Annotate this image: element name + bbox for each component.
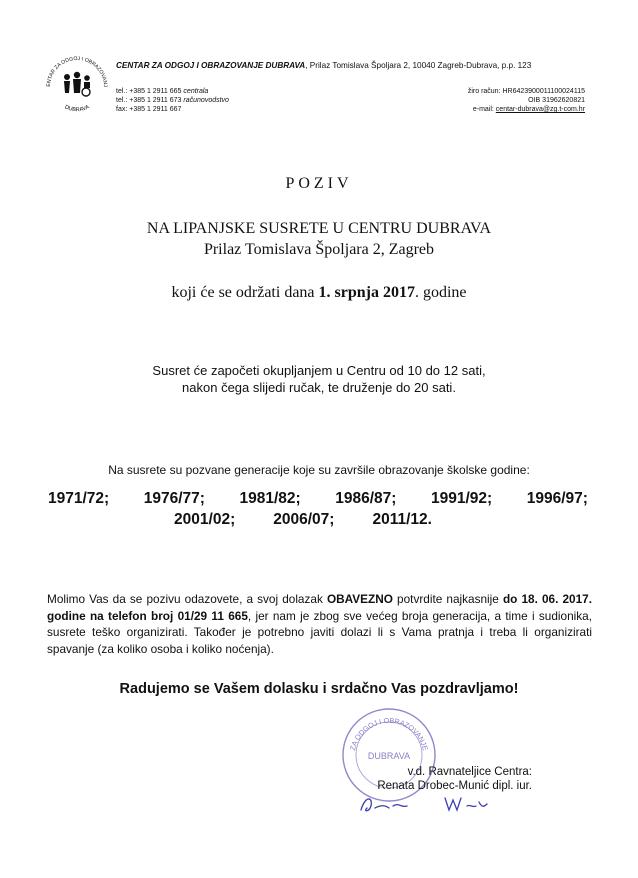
phone-main-note: centrala (183, 88, 209, 95)
organization-name: CENTAR ZA ODGOJ I OBRAZOVANJE DUBRAVA (116, 61, 306, 70)
document-subtitle: NA LIPANJSKE SUSRETE U CENTRU DUBRAVA (146, 220, 492, 237)
document-title: POZIV (285, 175, 353, 192)
handwritten-signature (355, 788, 495, 818)
svg-text:DUBRAVA (64, 104, 91, 113)
generation-year: 2011/12. (372, 511, 432, 528)
schedule-line-1: Susret će započeti okupljanjem u Centru od 10 do 12 sati, (152, 363, 486, 378)
schedule-paragraph (0, 362, 638, 396)
generation-year: 2006/07; (273, 511, 335, 528)
signer-name: Renata Drobec-Munić dipl. iur. (377, 780, 532, 792)
email-label: e-mail: (472, 106, 496, 114)
rsvp-deadline: do 18. 06. 2017. godine na telefon broj 01/29 11 665 (47, 592, 592, 623)
schedule-line-2: nakon čega slijedi ručak, te druženje do 20 sati. (182, 380, 456, 395)
contact-info (116, 87, 229, 115)
center-logo (40, 50, 114, 124)
logo-arc-bottom-text: DUBRAVA (63, 104, 91, 114)
closing-greeting: Radujemo se Vašem dolasku i srdačno Vas pozdravljamo! (119, 681, 519, 697)
generation-year: 1971/72; (48, 490, 110, 507)
rsvp-text-2: potvrdite najkasnije (392, 592, 503, 606)
generation-year: 1976/77; (143, 490, 205, 507)
organization-header (116, 61, 626, 70)
generation-year: 1986/87; (335, 490, 397, 507)
event-date: 1. srpnja 2017 (318, 284, 415, 301)
event-date-line (0, 284, 638, 302)
generation-year: 1996/97; (526, 490, 588, 507)
signer-role: v.d. Ravnateljice Centra: (407, 766, 532, 778)
event-date-suffix: . godine (414, 284, 467, 301)
organization-address: , Prilaz Tomislava Špoljara 2, 10040 Zagreb-Dubrava, p.p. 123 (305, 61, 532, 70)
fax-number: fax: +385 1 2911 667 (116, 106, 182, 114)
rsvp-text-3: , jer nam je zbog sve većeg broja generacija, a time i sudionika, susrete teško organizirati. Također je potrebno javiti dolazi li s Vama pratnja i treba li organizirati spavanje (za koliko osoba i koliko noćenja). (47, 608, 592, 656)
oib-number: OIB 31962620821 (528, 97, 585, 105)
people-figures-icon (64, 72, 90, 96)
bank-account: žiro račun: HR6423900011100024115 (467, 88, 585, 95)
rsvp-text-1: Molimo Vas da se pozivu odazovete, a svoj dolazak (47, 592, 327, 606)
logo-arc-top-text: ENTAR ZA ODGOJ I OBRAZOVANJ (45, 55, 109, 88)
event-date-prefix: koji će se održati dana (171, 284, 319, 301)
bank-info (468, 87, 585, 115)
phone-accounting-note: računovodstvo (183, 97, 229, 105)
generation-year: 1981/82; (239, 490, 301, 507)
svg-text:ZA ODGOJ I OBRAZOVANJE (348, 716, 430, 752)
email-link[interactable]: centar-dubrava@zg.t-com.hr (495, 106, 585, 114)
generations-list (48, 488, 588, 530)
stamp-center-text: DUBRAVA (367, 751, 411, 761)
generations-intro: Na susrete su pozvane generacije koje su završile obrazovanje školske godine: (108, 463, 530, 477)
rsvp-mandatory: OBAVEZNO (326, 592, 393, 606)
generation-year: 1991/92; (431, 490, 493, 507)
generation-year: 2001/02; (174, 511, 236, 528)
stamp-arc-text: ZA ODGOJ I OBRAZOVANJE (347, 715, 431, 752)
phone-accounting: tel.: +385 1 2911 673 (116, 97, 182, 105)
phone-main: tel.: +385 1 2911 665 (116, 88, 182, 95)
rsvp-paragraph (47, 591, 592, 657)
event-address: Prilaz Tomislava Špoljara 2, Zagreb (203, 241, 435, 258)
